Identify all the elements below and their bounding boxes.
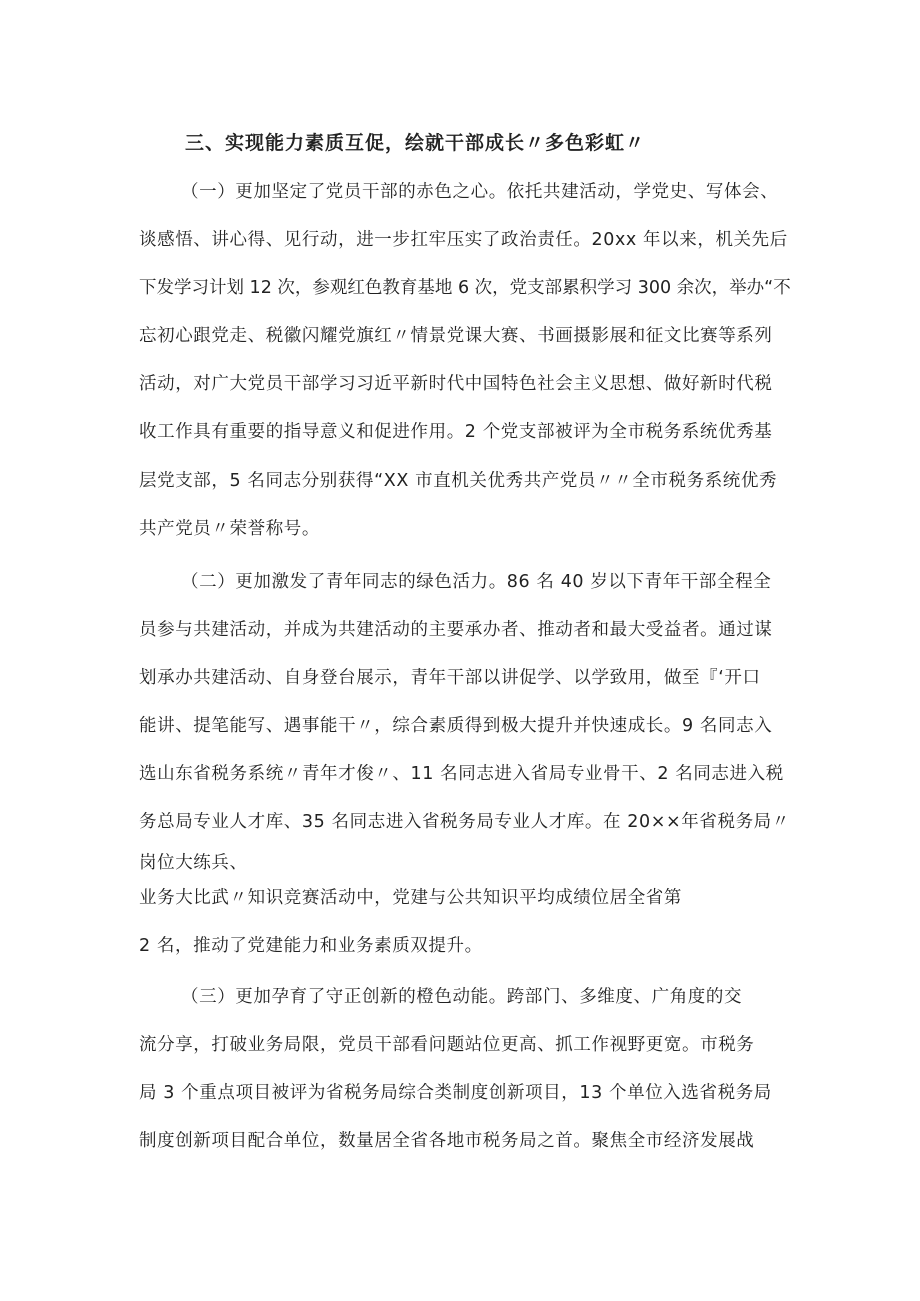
- paragraph-line: 流分享，打破业务局限，党员干部看问题站位更高、抓工作视野更宽。市税务: [139, 1035, 755, 1055]
- paragraph-line: 岗位大练兵、: [139, 853, 248, 873]
- paragraph-line: 下发学习计划 12 次，参观红色教育基地 6 次，党支部累积学习 300 余次，举办“不: [139, 278, 791, 298]
- paragraph-line: （三）更加孕育了守正创新的橙色动能。跨部门、多维度、广角度的交: [181, 987, 743, 1007]
- paragraph-line: 2 名，推动了党建能力和业务素质双提升。: [139, 936, 483, 956]
- paragraph-line: 能讲、提笔能写、遇事能干〃，综合素质得到极大提升并快速成长。9 名同志入: [139, 716, 773, 736]
- paragraph-line: 活动，对广大党员干部学习习近平新时代中国特色社会主义思想、做好新时代税: [139, 374, 773, 394]
- paragraph-line: 务总局专业人才库、35 名同志进入省税务局专业人才库。在 20××年省税务局〃: [139, 812, 790, 832]
- paragraph-line: 员参与共建活动，并成为共建活动的主要承办者、推动者和最大受益者。通过谋: [139, 620, 773, 640]
- paragraph-line: 收工作具有重要的指导意义和促进作用。2 个党支部被评为全市税务系统优秀基: [139, 422, 773, 442]
- paragraph-line: 层党支部，5 名同志分别获得“XX 市直机关优秀共产党员〃〃全市税务系统优秀: [139, 471, 778, 491]
- paragraph-line: 忘初心跟党走、税徽闪耀党旗红〃情景党课大赛、书画摄影展和征文比赛等系列: [139, 326, 773, 346]
- paragraph-line: 业务大比武〃知识竞赛活动中，党建与公共知识平均成绩位居全省第: [139, 888, 682, 908]
- paragraph-line: （二）更加激发了青年同志的绿色活力。86 名 40 岁以下青年干部全程全: [181, 572, 772, 592]
- paragraph-line: 划承办共建活动、自身登台展示，青年干部以讲促学、以学致用，做至『‘开口: [139, 668, 761, 688]
- paragraph-line: 选山东省税务系统〃青年才俊〃、11 名同志进入省局专业骨干、2 名同志进入税: [139, 764, 784, 784]
- section-heading: 三、实现能力素质互促，绘就干部成长〃多色彩虹〃: [185, 132, 646, 154]
- paragraph-line: 局 3 个重点项目被评为省税务局综合类制度创新项目，13 个单位入选省税务局: [139, 1083, 772, 1103]
- paragraph-line: 谈感悟、讲心得、见行动，进一步扛牢压实了政治责任。20xx 年以来，机关先后: [139, 230, 788, 250]
- paragraph-line: 共产党员〃荣誉称号。: [139, 519, 320, 539]
- paragraph-line: 制度创新项目配合单位，数量居全省各地市税务局之首。聚焦全市经济发展战: [139, 1131, 755, 1151]
- paragraph-line: （一）更加坚定了党员干部的赤色之心。依托共建活动，学党史、写体会、: [181, 182, 779, 202]
